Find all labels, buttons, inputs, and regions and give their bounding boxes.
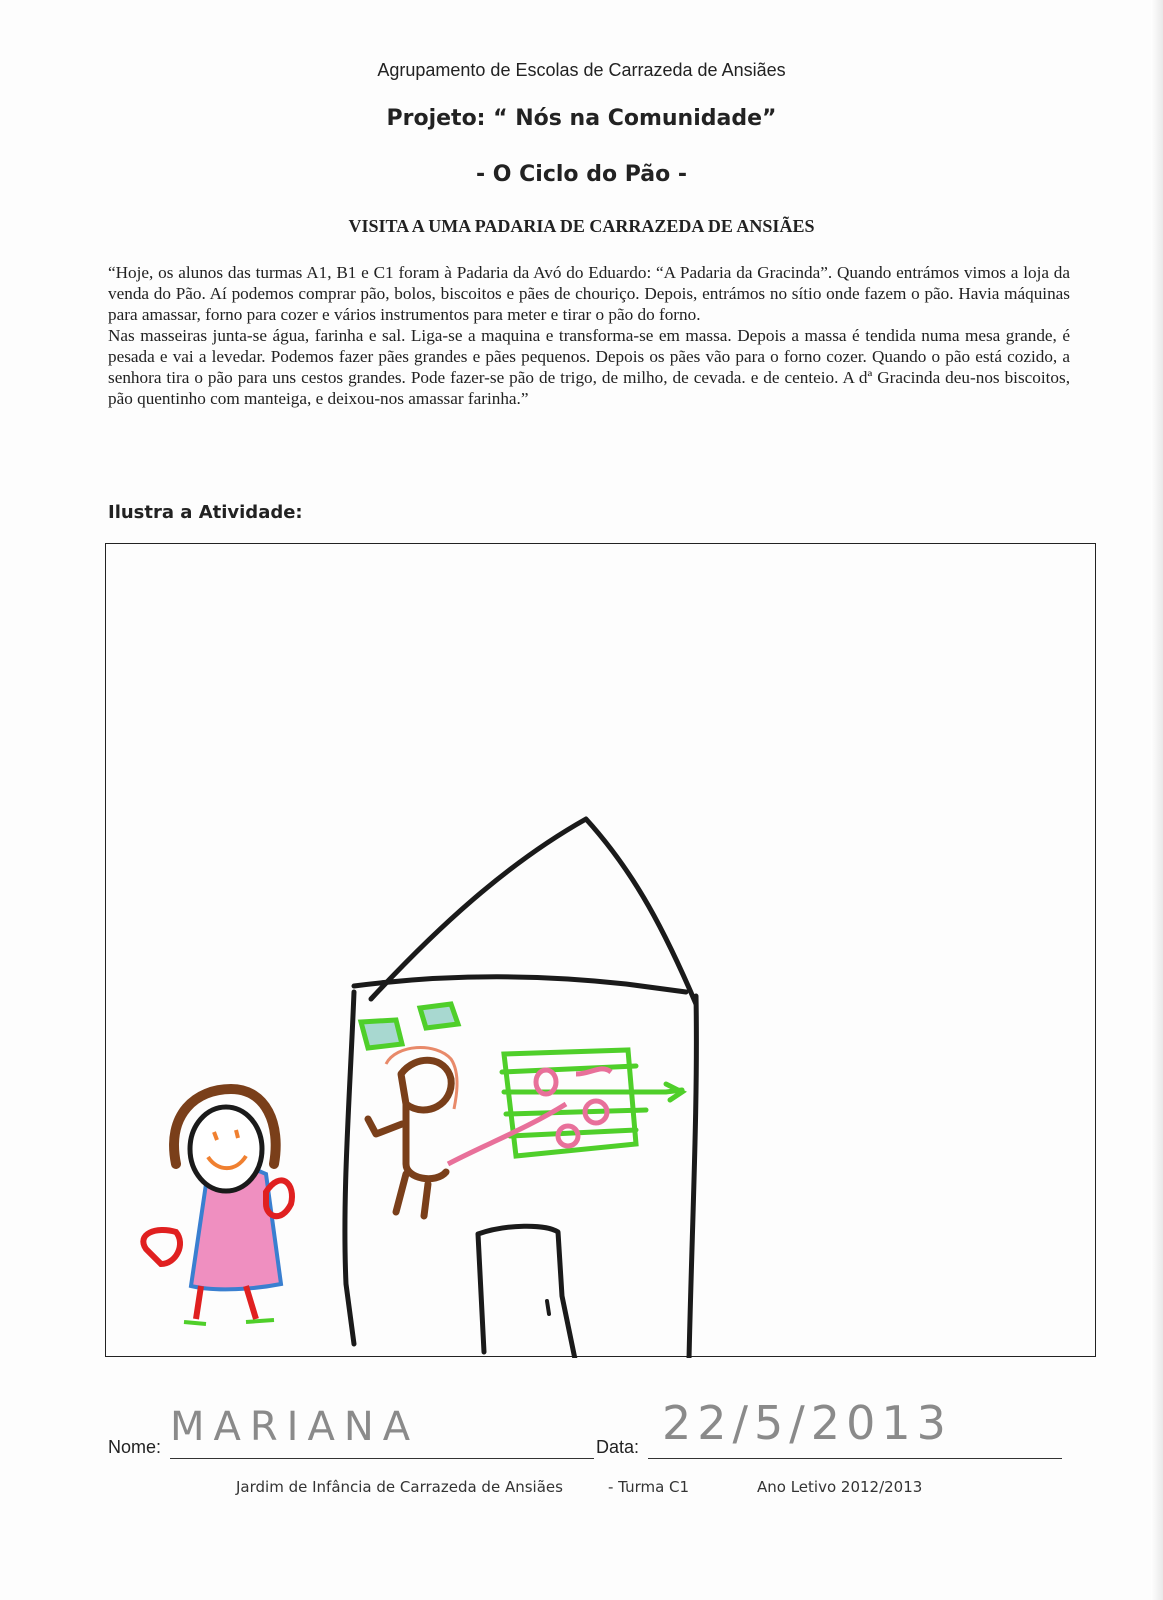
- girl-face: [190, 1107, 262, 1191]
- window-right: [420, 1004, 458, 1028]
- footer-class: - Turma C1: [608, 1478, 690, 1496]
- bakery-house: [345, 819, 696, 1358]
- house-roof-line: [354, 977, 686, 992]
- visit-title: VISITA A UMA PADARIA DE CARRAZEDA DE ANSIÃES: [348, 216, 815, 236]
- name-underline: [170, 1458, 594, 1459]
- date-underline: [648, 1458, 1062, 1459]
- name-value-handwritten: MARIANA: [170, 1404, 420, 1450]
- girl-feet: [184, 1320, 274, 1324]
- date-label: Data:: [596, 1437, 640, 1457]
- story-paragraph-2: Nas masseiras junta-se água, farinha e sal. Liga-se a maquina e transforma-se em massa. Depois a massa é tendida numa mesa grande, é pesada e vai a levedar. Podemos fazer pães grandes e pães pequenos. Depois os pães vão para o forno cozer. Quando o pão está cozido, a senhora tira o pão para uns cestos grandes. Pode fazer-se pão de trigo, de milho, de cevada. e de centeio. A dª Gracinda deu-nos biscoitos, pão quentinho com manteiga, e deixou-nos amassar farinha.”: [108, 326, 1070, 408]
- child-drawing: [106, 544, 1097, 1358]
- story-paragraph-1: “Hoje, os alunos das turmas A1, B1 e C1 foram à Padaria da Avó do Eduardo: “A Padaria da Gracinda”. Quando entrámos vimos a loja da venda do Pão. Aí podemos comprar pão, bolos, biscoitos e pães de chouriço. Depois, entrámos no sítio onde fazem o pão. Havia máquinas para amassar, forno para cozer e vários instrumentos para meter e tirar o pão do forno.: [108, 263, 1070, 324]
- story-text: [108, 262, 1070, 409]
- house-wall-left: [345, 992, 354, 1344]
- name-label: Nome:: [108, 1437, 162, 1457]
- illustrate-activity-label: Ilustra a Atividade:: [108, 502, 303, 523]
- footer-school: Jardim de Infância de Carrazeda de Ansiães: [236, 1478, 563, 1496]
- girl-figure: [143, 1089, 292, 1324]
- girl-arm-left: [143, 1230, 180, 1264]
- project-title: Projeto: “ Nós na Comunidade”: [386, 106, 777, 131]
- project-subtitle: - O Ciclo do Pão -: [476, 162, 687, 187]
- date-value-handwritten: 22/5/2013: [662, 1396, 952, 1450]
- footer-year: Ano Letivo 2012/2013: [757, 1478, 923, 1496]
- drawing-frame: [105, 543, 1096, 1357]
- baker-figure: [368, 1060, 451, 1216]
- house-wall-right: [689, 996, 696, 1358]
- school-name: Agrupamento de Escolas de Carrazeda de Ansiães: [377, 60, 786, 80]
- door-handle: [547, 1301, 549, 1314]
- window-left: [361, 1020, 402, 1048]
- house-door: [478, 1226, 576, 1358]
- page-edge-shadow: [1151, 0, 1163, 1600]
